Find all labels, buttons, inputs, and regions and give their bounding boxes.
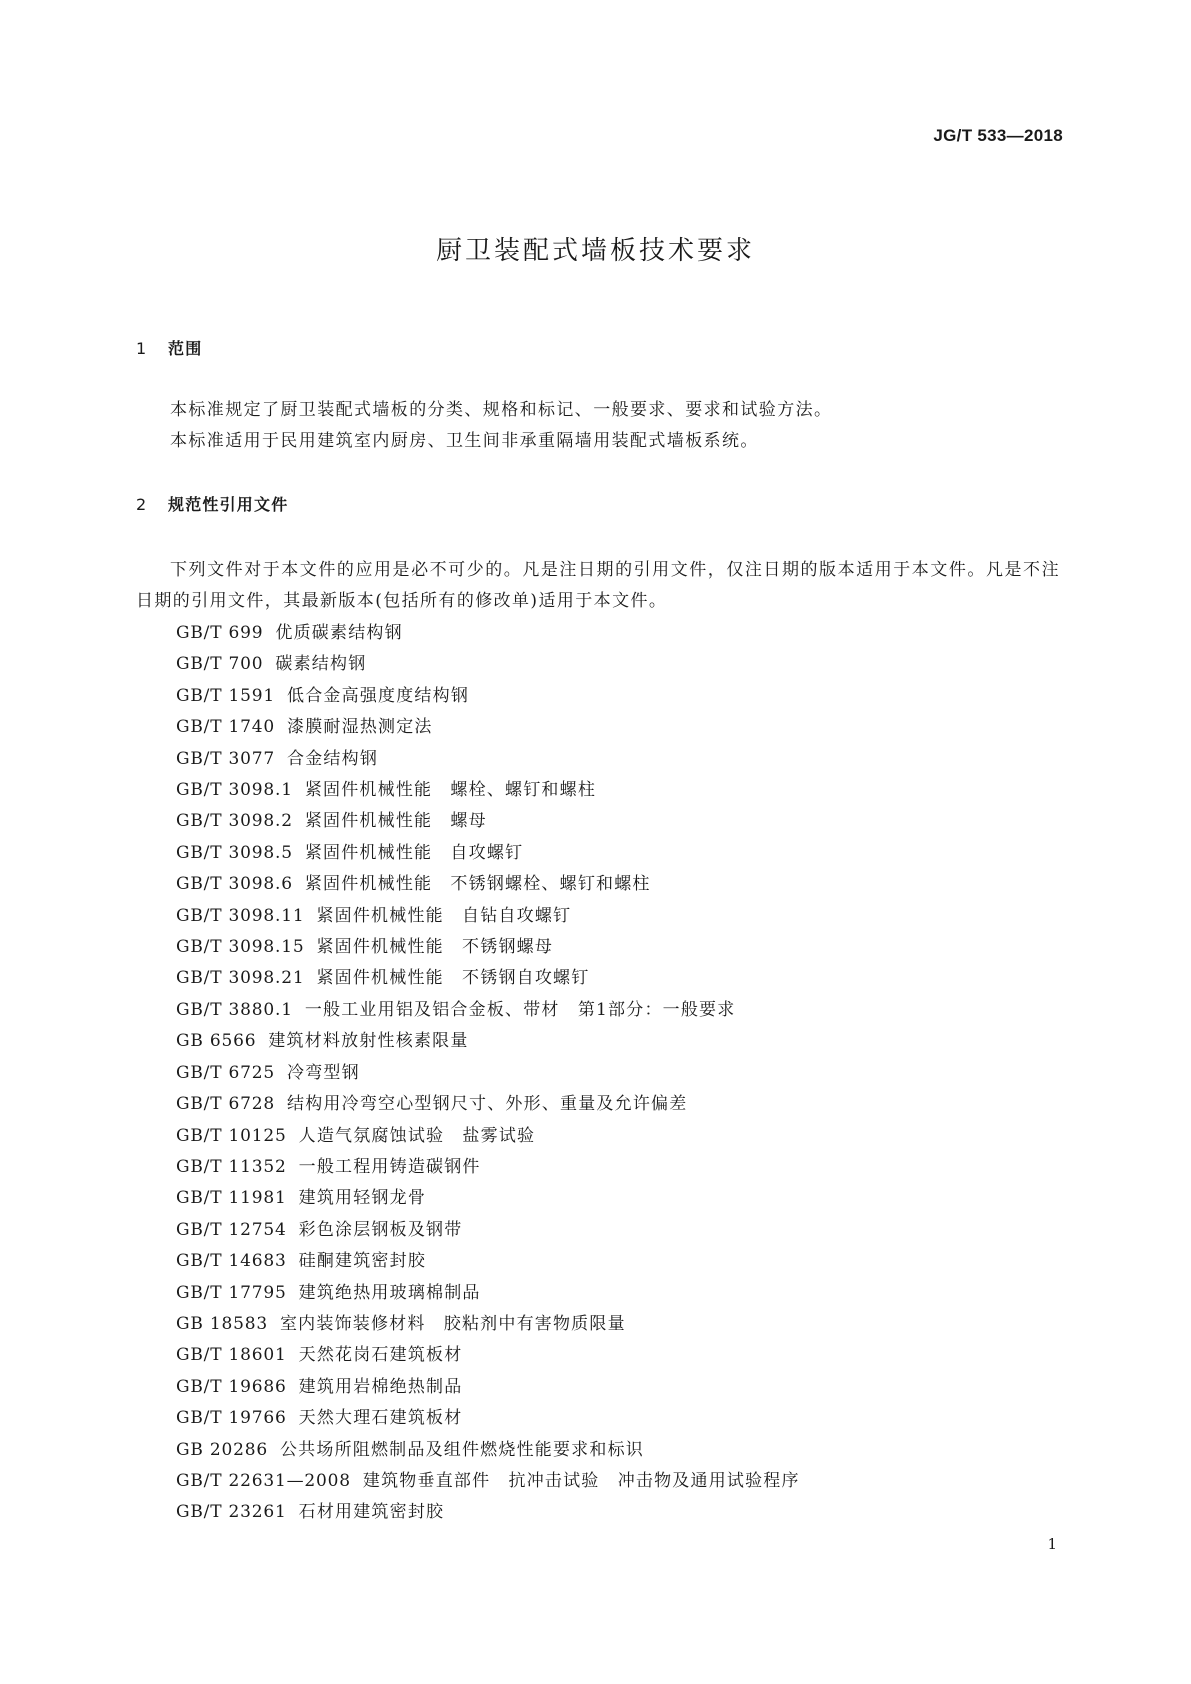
reference-title: 紧固件机械性能 自攻螺钉 — [304, 842, 524, 863]
reference-code: GB/T 6725 — [176, 1062, 276, 1083]
section-title: 规范性引用文件 — [168, 495, 289, 514]
reference-item — [176, 1183, 800, 1214]
reference-code: GB/T 699 — [176, 623, 264, 643]
reference-code: GB/T 3098.11 — [176, 905, 305, 926]
reference-item — [176, 1403, 800, 1434]
reference-title: 冷弯型钢 — [287, 1062, 360, 1083]
reference-item — [176, 649, 800, 680]
reference-code: GB/T 3098.5 — [176, 842, 293, 863]
reference-item — [176, 1026, 800, 1057]
scope-paragraph: 本标准适用于民用建筑室内厨房、卫生间非承重隔墙用装配式墙板系统。 — [170, 431, 759, 451]
reference-code: GB/T 6728 — [176, 1094, 276, 1115]
reference-item — [176, 618, 800, 649]
reference-code: GB/T 18601 — [176, 1345, 287, 1366]
reference-title: 一般工业用铝及铝合金板、带材 第1部分：一般要求 — [304, 999, 736, 1020]
reference-item — [176, 1309, 800, 1340]
reference-title: 建筑物垂直部件 抗冲击试验 冲击物及通用试验程序 — [362, 1470, 800, 1491]
reference-title: 紧固件机械性能 螺母 — [304, 811, 487, 832]
reference-item — [176, 1435, 800, 1466]
reference-title: 天然花岗石建筑板材 — [298, 1345, 463, 1366]
reference-title: 天然大理石建筑板材 — [298, 1408, 463, 1429]
reference-code: GB 20286 — [176, 1439, 268, 1460]
reference-item — [176, 1340, 800, 1371]
reference-title: 建筑绝热用玻璃棉制品 — [298, 1282, 481, 1303]
reference-title: 石材用建筑密封胶 — [298, 1502, 445, 1523]
reference-code: GB/T 3880.1 — [176, 999, 293, 1020]
reference-code: GB 18583 — [176, 1313, 268, 1334]
reference-title: 结构用冷弯空心型钢尺寸、外形、重量及允许偏差 — [287, 1094, 688, 1115]
reference-title: 建筑材料放射性核素限量 — [268, 1031, 469, 1052]
reference-item — [176, 1246, 800, 1277]
reference-item — [176, 1121, 800, 1152]
reference-title: 低合金高强度度结构钢 — [287, 685, 470, 706]
reference-code: GB/T 23261 — [176, 1502, 287, 1523]
reference-code: GB/T 11981 — [176, 1188, 287, 1209]
standard-number: JG/T 533—2018 — [933, 126, 1063, 145]
document-title: 厨卫装配式墙板技术要求 — [435, 236, 755, 266]
reference-item — [176, 1466, 800, 1497]
reference-code: GB/T 1591 — [176, 685, 276, 706]
reference-item — [176, 869, 800, 900]
reference-title: 建筑用岩棉绝热制品 — [298, 1376, 463, 1397]
reference-item — [176, 1215, 800, 1246]
reference-code: GB/T 3098.1 — [176, 780, 293, 801]
reference-list — [176, 618, 800, 1529]
reference-item — [176, 1089, 800, 1120]
reference-code: GB/T 11352 — [176, 1156, 287, 1177]
reference-item — [176, 712, 800, 743]
reference-item — [176, 1278, 800, 1309]
reference-item — [176, 681, 800, 712]
reference-code: GB/T 700 — [176, 654, 264, 675]
reference-code: GB/T 3098.15 — [176, 937, 305, 958]
reference-title: 室内装饰装修材料 胶粘剂中有害物质限量 — [279, 1313, 626, 1334]
reference-item — [176, 806, 800, 837]
references-intro-paragraph: 下列文件对于本文件的应用是必不可少的。凡是注日期的引用文件，仅注日期的版本适用于本文件。凡是不注日期的引用文件，其最新版本(包括所有的修改单)适用于本文件。 — [136, 560, 1060, 611]
reference-item — [176, 1058, 800, 1089]
reference-title: 合金结构钢 — [287, 748, 379, 769]
reference-code: GB 6566 — [176, 1031, 257, 1052]
section-title: 范围 — [168, 339, 203, 358]
reference-code: GB/T 3077 — [176, 748, 276, 769]
reference-code: GB/T 12754 — [176, 1219, 287, 1240]
reference-title: 紧固件机械性能 自钻自攻螺钉 — [316, 905, 572, 926]
section-heading-normative-references — [136, 492, 288, 515]
reference-item — [176, 838, 800, 869]
reference-item — [176, 995, 800, 1026]
scope-paragraph: 本标准规定了厨卫装配式墙板的分类、规格和标记、一般要求、要求和试验方法。 — [170, 400, 833, 420]
reference-title: 紧固件机械性能 不锈钢螺栓、螺钉和螺柱 — [304, 874, 651, 895]
reference-title: 硅酮建筑密封胶 — [298, 1251, 427, 1272]
reference-title: 紧固件机械性能 不锈钢螺母 — [316, 937, 554, 958]
section-number: 1 — [136, 339, 148, 358]
section-number: 2 — [136, 495, 148, 514]
reference-item — [176, 744, 800, 775]
reference-item — [176, 775, 800, 806]
section-heading-scope — [136, 336, 202, 359]
reference-code: GB/T 3098.21 — [176, 968, 305, 989]
reference-title: 漆膜耐湿热测定法 — [287, 717, 433, 738]
reference-title: 紧固件机械性能 螺栓、螺钉和螺柱 — [304, 780, 597, 801]
reference-title: 优质碳素结构钢 — [275, 623, 403, 643]
reference-title: 人造气氛腐蚀试验 盐雾试验 — [298, 1125, 536, 1146]
reference-item — [176, 901, 800, 932]
reference-item — [176, 1152, 800, 1183]
reference-code: GB/T 19686 — [176, 1376, 287, 1397]
scope-body — [136, 395, 1060, 457]
reference-code: GB/T 14683 — [176, 1251, 287, 1272]
reference-code: GB/T 19766 — [176, 1408, 287, 1429]
reference-item — [176, 1497, 800, 1528]
reference-item — [176, 932, 800, 963]
reference-title: 紧固件机械性能 不锈钢自攻螺钉 — [316, 968, 590, 989]
reference-title: 建筑用轻钢龙骨 — [298, 1188, 427, 1209]
reference-code: GB/T 22631—2008 — [176, 1470, 351, 1491]
reference-title: 彩色涂层钢板及钢带 — [298, 1219, 463, 1240]
reference-item — [176, 963, 800, 994]
reference-code: GB/T 3098.6 — [176, 874, 293, 895]
reference-title: 碳素结构钢 — [275, 654, 367, 675]
reference-item — [176, 1372, 800, 1403]
reference-code: GB/T 10125 — [176, 1125, 287, 1146]
page-number: 1 — [1047, 1535, 1057, 1553]
reference-code: GB/T 1740 — [176, 717, 276, 738]
reference-code: GB/T 3098.2 — [176, 811, 293, 832]
reference-title: 公共场所阻燃制品及组件燃烧性能要求和标识 — [279, 1439, 644, 1460]
reference-code: GB/T 17795 — [176, 1282, 287, 1303]
reference-title: 一般工程用铸造碳钢件 — [298, 1156, 481, 1177]
